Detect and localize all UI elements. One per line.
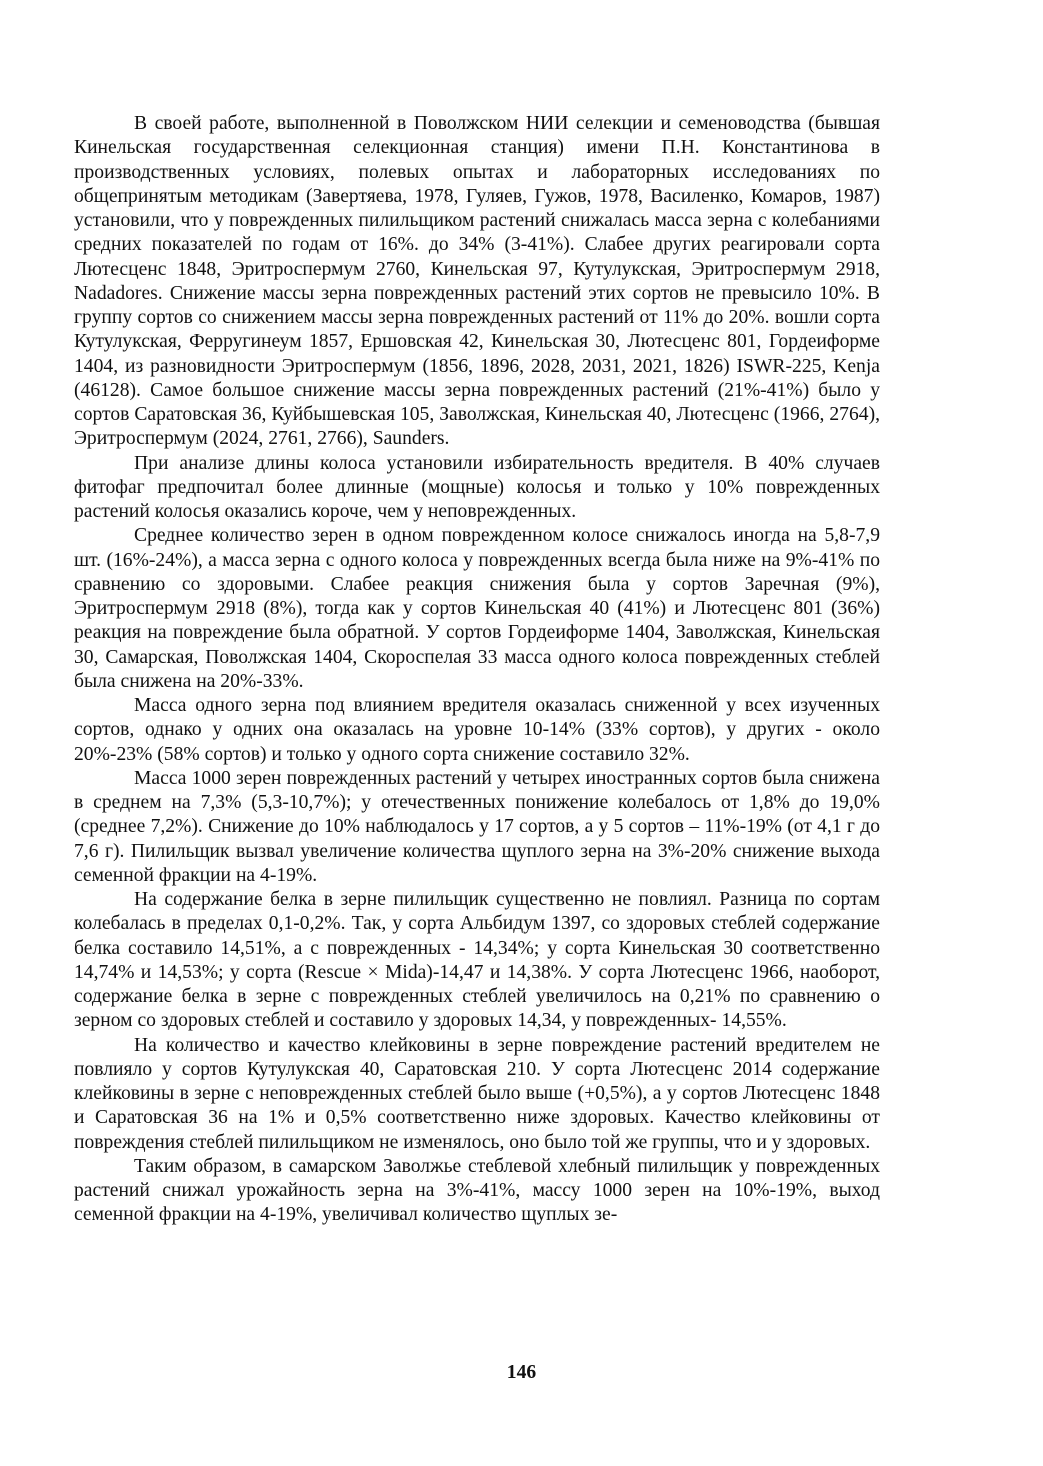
body-text: [74, 112, 880, 1228]
paragraph-variety-grain-mass: В своей работе, выполненной в Поволжском НИИ селекции и семеноводства (бывшая Кинельская государственная селекционная станция) имени П.Н. Константинова в производственных условиях, полевых опытах и лабораторных исследованиях по общепринятым методикам (Завертяева, 1978, Гуляев, Гужов, 1978, Василенко, Комаров, 1987) установили, что у поврежденных пилильщиком растений снижалась масса зерна с колебаниями средних показателей по годам от 16%. до 34% (3-41%). Слабее других реагировали сорта Лютесценс 1848, Эритроспермум 2760, Кинельская 97, Кутулукская, Эритроспермум 2918, Nadadores. Снижение массы зерна поврежденных растений этих сортов не превысило 10%. В группу сортов со снижением массы зерна поврежденных растений от 11% до 20%. вошли сорта Кутулукская, Ферругинеум 1857, Ершовская 42, Кинельская 30, Лютесценс 801, Гордеиформе 1404, из разновидности Эритроспермум (1856, 1896, 2028, 2031, 2021, 1826) ISWR-225, Kenja (46128). Самое большое снижение массы зерна поврежденных растений (21%-41%) было у сортов Саратовская 36, Куйбышевская 105, Заволжская, Кинельская 40, Лютесценс (1966, 2764), Эритроспермум (2024, 2761, 2766), Saunders.: [74, 113, 880, 450]
paragraph-conclusion: Таким образом, в самарском Заволжье стеблевой хлебный пилильщик у поврежденных растений снижал урожайность зерна на 3%-41%, массу 1000 зерен на 10%-19%, выход семенной фракции на 4-19%, увеличивал количество щуплых зе-: [74, 1155, 880, 1226]
paragraph-gluten: На количество и качество клейковины в зерне повреждение растений вредителем не повлияло у сортов Кутулукская 40, Саратовская 210. У сорта Лютесценс 2014 содержание клейковины в зерне с неповрежденных стеблей было выше (+0,5%), а у сортов Лютесценс 1848 и Саратовская 36 на 1% и 0,5% соответственно ниже здоровых. Качество клейковины от повреждения стеблей пилильщиком не изменялось, оно было той же группы, что и у здоровых.: [74, 1034, 880, 1153]
paragraph-thousand-grain-mass: Масса 1000 зерен поврежденных растений у четырех иностранных сортов была снижена в среднем на 7,3% (5,3-10,7%); у отечественных понижение колебалось от 1,8% до 19,0% (среднее 7,2%). Снижение до 10% наблюдалось у 17 сортов, а у 5 сортов – 11%-19% (от 4,1 г до 7,6 г). Пилильщик вызвал увеличение количества щуплого зерна на 3%-20% снижение выхода семенной фракции на 4-19%.: [74, 767, 880, 886]
paragraph-protein-content: На содержание белка в зерне пилильщик существенно не повлиял. Разница по сортам колебалась в пределах 0,1-0,2%. Так, у сорта Альбидум 1397, со здоровых стеблей содержание белка составило 14,51%, а с поврежденных - 14,34%; у сорта Кинельская 30 соответственно 14,74% и 14,53%; у сорта (Rescue × Mida)-14,47 и 14,38%. У сорта Лютесценс 1966, наоборот, содержание белка в зерне с поврежденных стеблей увеличилось на 0,21% по сравнению о зерном со здоровых стеблей и составило у здоровых 14,34, у поврежденных- 14,55%.: [74, 889, 880, 1032]
paragraph-ear-length: При анализе длины колоса установили избирательность вредителя. В 40% случаев фитофаг предпочитал более длинные (мощные) колосья и только у 10% поврежденных растений колосья оказались короче, чем у неповрежденных.: [74, 452, 880, 522]
paragraph-single-grain-mass: Масса одного зерна под влиянием вредителя оказалась сниженной у всех изученных сортов, однако у одних она оказалась на уровне 10-14% (33% сортов), у других - около 20%-23% (58% сортов) и только у одного сорта снижение составило 32%.: [74, 695, 880, 765]
page-number: 146: [506, 1362, 537, 1383]
paragraph-grain-count: Среднее количество зерен в одном поврежденном колосе снижалось иногда на 5,8-7,9 шт. (16%-24%), а масса зерна с одного колоса у поврежденных всегда была ниже на 9%-41% по сравнению со здоровыми. Слабее реакция снижения была у сортов Заречная (9%), Эритроспермум 2918 (8%), тогда как у сортов Кинельская 40 (41%) и Лютесценс 801 (36%) реакция на повреждение была обратной. У сортов Гордеиформе 1404, Заволжская, Кинельская 30, Самарская, Поволжская 1404, Скороспелая 33 масса одного колоса поврежденных стеблей была снижена на 20%-33%.: [74, 525, 880, 692]
